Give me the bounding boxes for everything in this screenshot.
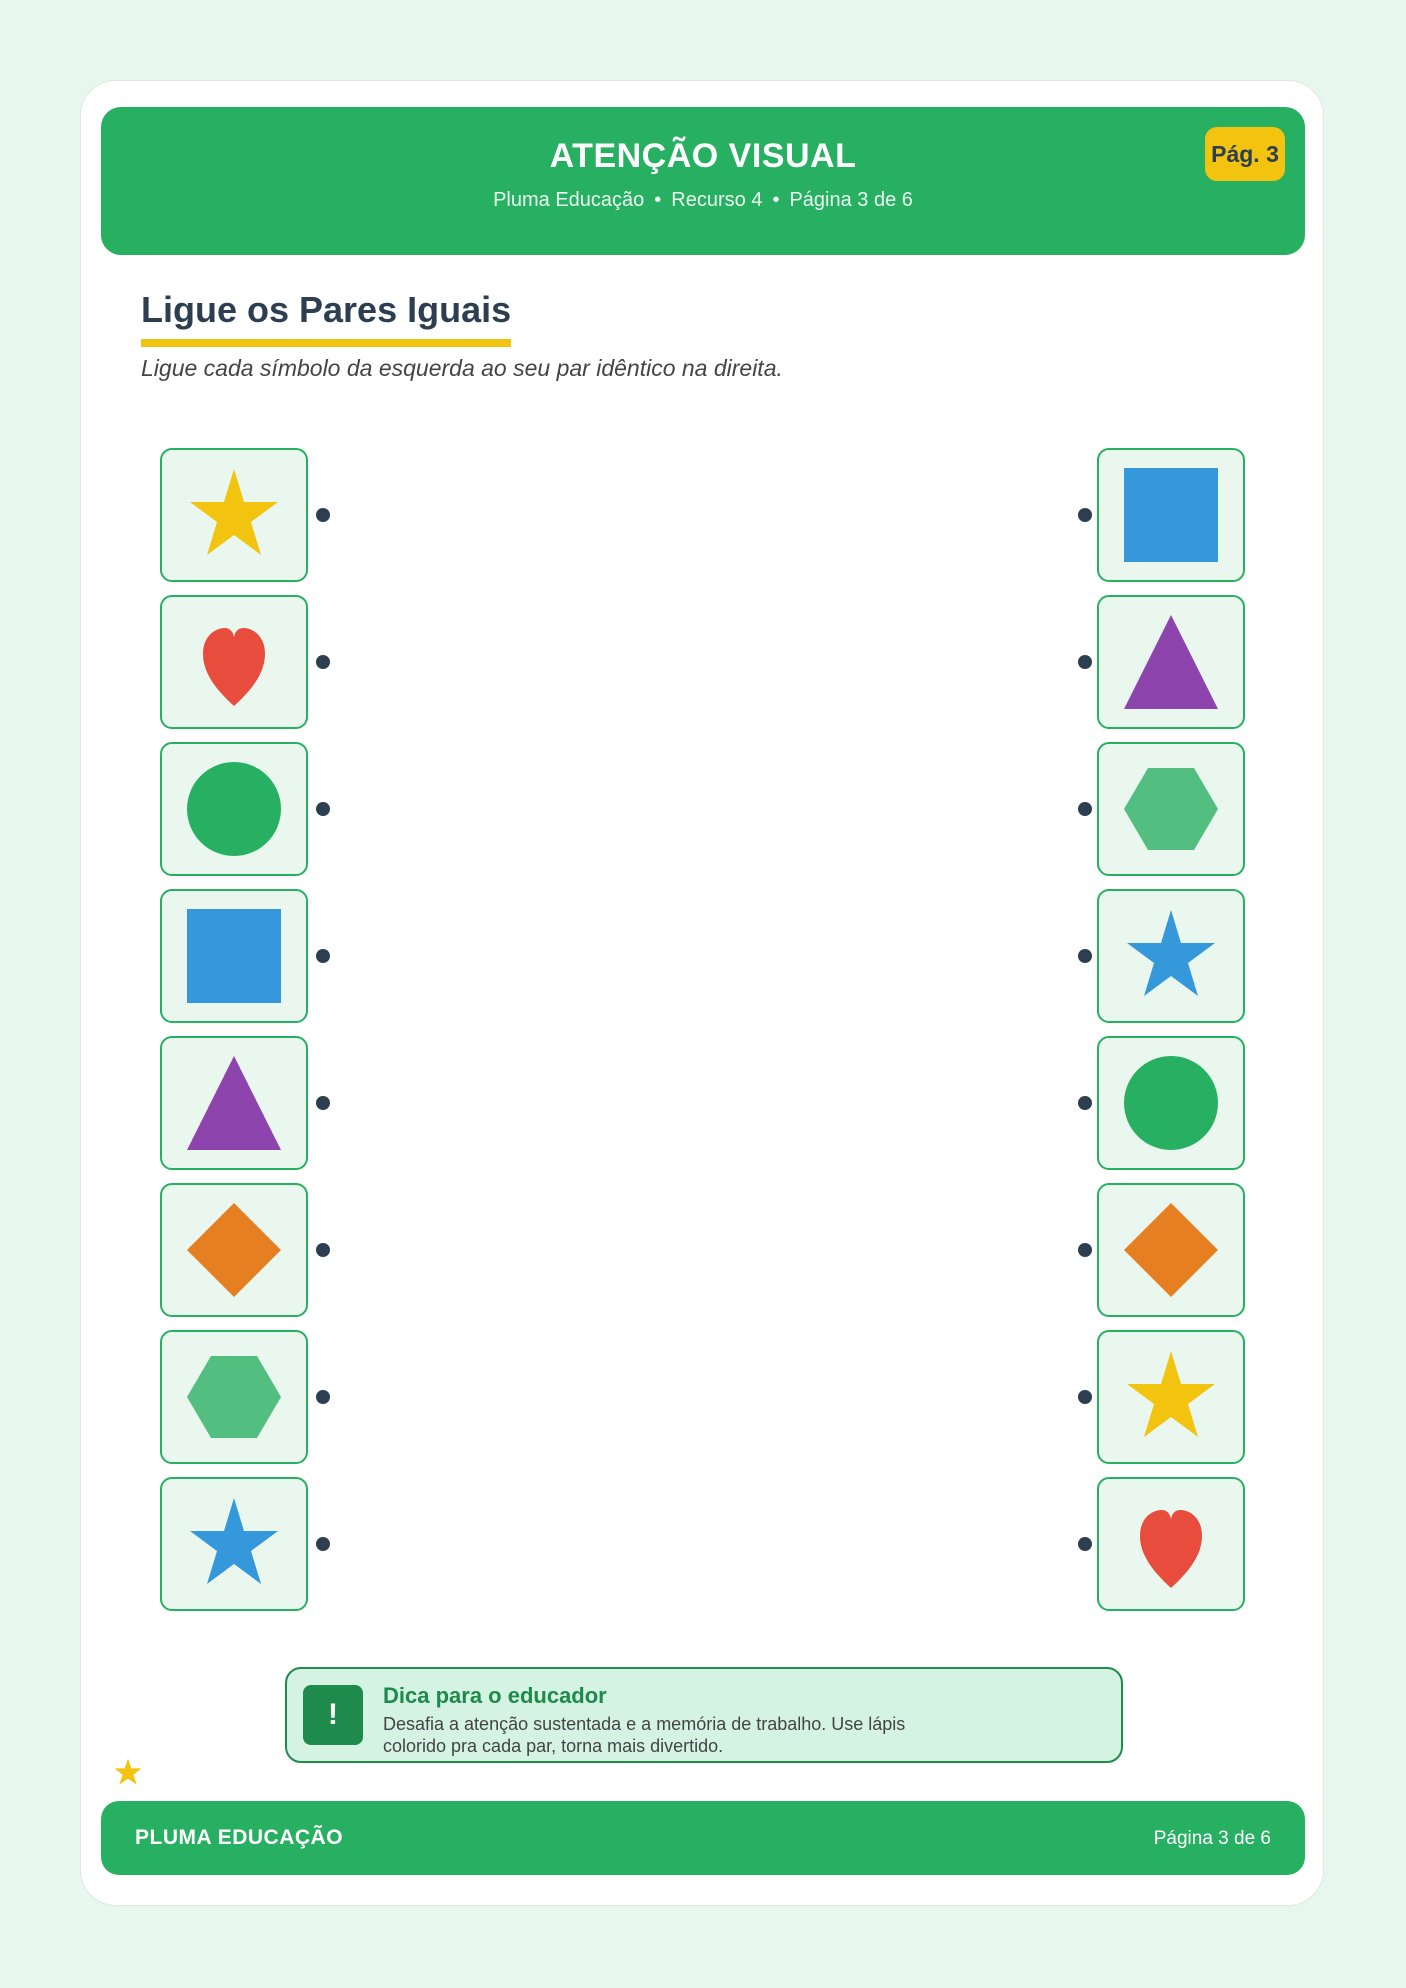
heart-icon bbox=[181, 614, 287, 710]
left-symbol-card[interactable] bbox=[160, 742, 308, 876]
diamond-icon bbox=[1118, 1202, 1224, 1298]
right-connection-dot[interactable] bbox=[1078, 1390, 1092, 1404]
worksheet-page bbox=[80, 80, 1324, 1906]
left-connection-dot[interactable] bbox=[316, 508, 330, 522]
header-title: ATENÇÃO VISUAL bbox=[549, 137, 857, 175]
star-icon bbox=[181, 467, 287, 563]
left-symbol-card[interactable] bbox=[160, 1477, 308, 1611]
left-symbol-card[interactable] bbox=[160, 1330, 308, 1464]
right-symbol-card[interactable] bbox=[1097, 1183, 1245, 1317]
right-connection-dot[interactable] bbox=[1078, 655, 1092, 669]
left-symbol-card[interactable] bbox=[160, 1036, 308, 1170]
triangle-icon bbox=[181, 1055, 287, 1151]
separator: • bbox=[772, 189, 780, 211]
activity-title: Ligue os Pares Iguais bbox=[141, 289, 511, 347]
diamond-icon bbox=[181, 1202, 287, 1298]
footer-brand: PLUMA EDUCAÇÃO bbox=[135, 1826, 344, 1849]
right-connection-dot[interactable] bbox=[1078, 949, 1092, 963]
left-connection-dot[interactable] bbox=[316, 1390, 330, 1404]
hexagon-icon bbox=[1118, 761, 1224, 857]
right-symbol-card[interactable] bbox=[1097, 742, 1245, 876]
right-connection-dot[interactable] bbox=[1078, 1096, 1092, 1110]
left-connection-dot[interactable] bbox=[316, 1243, 330, 1257]
star-icon bbox=[1118, 908, 1224, 1004]
left-connection-dot[interactable] bbox=[316, 802, 330, 816]
header-brand: Pluma Educação bbox=[493, 189, 645, 211]
left-connection-dot[interactable] bbox=[316, 949, 330, 963]
activity-instruction: Ligue cada símbolo da esquerda ao seu par idêntico na direita. bbox=[141, 355, 783, 381]
right-connection-dot[interactable] bbox=[1078, 1537, 1092, 1551]
right-symbol-card[interactable] bbox=[1097, 1036, 1245, 1170]
right-symbol-card[interactable] bbox=[1097, 448, 1245, 582]
star-icon bbox=[181, 1496, 287, 1592]
square-icon bbox=[1118, 467, 1224, 563]
header-meta bbox=[101, 189, 1305, 212]
footer-banner bbox=[101, 1801, 1305, 1875]
triangle-icon bbox=[1118, 614, 1224, 710]
left-connection-dot[interactable] bbox=[316, 1096, 330, 1110]
left-connection-dot[interactable] bbox=[316, 1537, 330, 1551]
exclamation-icon: ! bbox=[303, 1685, 363, 1745]
right-connection-dot[interactable] bbox=[1078, 1243, 1092, 1257]
right-symbol-card[interactable] bbox=[1097, 595, 1245, 729]
hexagon-icon bbox=[181, 1349, 287, 1445]
left-symbol-card[interactable] bbox=[160, 595, 308, 729]
left-connection-dot[interactable] bbox=[316, 655, 330, 669]
right-connection-dot[interactable] bbox=[1078, 802, 1092, 816]
star-icon bbox=[1118, 1349, 1224, 1445]
tip-text: Desafia a atenção sustentada e a memória de trabalho. Use lápis colorido pra cada par, torna mais divertido. bbox=[383, 1714, 906, 1756]
right-connection-dot[interactable] bbox=[1078, 508, 1092, 522]
right-symbol-card[interactable] bbox=[1097, 1477, 1245, 1611]
page-badge: Pág. 3 bbox=[1205, 127, 1285, 181]
heart-icon bbox=[1118, 1496, 1224, 1592]
left-symbol-card[interactable] bbox=[160, 448, 308, 582]
circle-icon bbox=[181, 761, 287, 857]
header-resource: Recurso 4 bbox=[671, 189, 763, 211]
separator: • bbox=[654, 189, 662, 211]
tip-title: Dica para o educador bbox=[383, 1683, 607, 1708]
right-symbol-card[interactable] bbox=[1097, 1330, 1245, 1464]
circle-icon bbox=[1118, 1055, 1224, 1151]
left-symbol-card[interactable] bbox=[160, 1183, 308, 1317]
square-icon bbox=[181, 908, 287, 1004]
decorative-star-icon bbox=[113, 1757, 143, 1787]
header-banner bbox=[101, 107, 1305, 255]
educator-tip bbox=[285, 1667, 1123, 1763]
right-symbol-card[interactable] bbox=[1097, 889, 1245, 1023]
left-symbol-card[interactable] bbox=[160, 889, 308, 1023]
footer-page-info: Página 3 de 6 bbox=[1153, 1828, 1271, 1849]
header-page-info: Página 3 de 6 bbox=[789, 189, 913, 211]
